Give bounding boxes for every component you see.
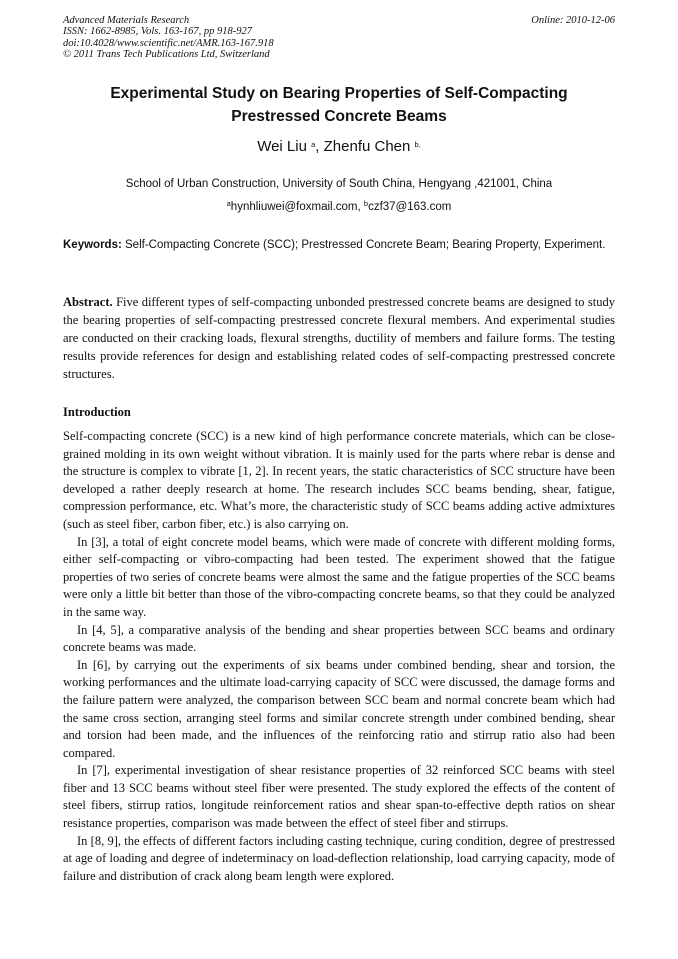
paragraph: Self-compacting concrete (SCC) is a new kind of high performance concrete materials, which can be close-grained molding in its own weight without vibration. It is mainly used for the parts where rebar is dense and the structure is complex to vibrate [1, 2]. In recent years, the static characteristics of SCC structure have been developed a rather deeply research at home. The research includes SCC beams bending, shear, fatigue, compression performance, etc. What’s more, the characteristic study of SCC beams adding active admixtures (such as steel fiber, carbon fiber, etc.) is also carrying on. [63, 429, 615, 531]
section-heading-introduction: Introduction [63, 405, 131, 419]
paragraph: In [4, 5], a comparative analysis of the bending and shear properties between SCC beams and ordinary concrete beams was made. [63, 622, 615, 655]
paragraph: In [6], by carrying out the experiments of six beams under combined bending, shear and torsion, the working performances and the ultimate load-carrying capacity of SCC were discussed, the damage forms and the failure pattern were analyzed, the comparison between SCC beam and normal concrete beam which had the same cross section, arranging steel forms and similar concrete strength under combined bending, shear and torsion had been made, and the influences of the reinforcing ratio and stirrup ratio also had been compared. [63, 657, 615, 760]
author-emails [63, 199, 615, 215]
author-list [63, 137, 615, 157]
author-1-affil: a [311, 139, 316, 149]
copyright-line: © 2011 Trans Tech Publications Ltd, Switzerland [63, 48, 270, 60]
author-separator: , [315, 138, 324, 155]
affiliation: School of Urban Construction, University of South China, Hengyang ,421001, China [125, 178, 553, 190]
email-a-marker: a [226, 198, 231, 208]
keywords-text: Self-Compacting Concrete (SCC); Prestressed Concrete Beam; Bearing Property, Experiment. [125, 239, 606, 251]
email-b: czf37@163.com [368, 201, 452, 213]
online-date: Online: 2010-12-06 [531, 15, 615, 26]
keywords [63, 236, 615, 255]
email-separator: , [357, 201, 364, 213]
paragraph: In [3], a total of eight concrete model beams, which were made of concrete with different molding forms, either self-compacting or vibro-compacting had been tested. The experiment showed that the fatigue properties of two series of concrete beams were almost the same and the fatigue properties of the SCC beams were only a little bit better than those of the vibro-compacting concrete beams, so that they could be analyzed in the same way. [63, 534, 615, 619]
journal-name: Advanced Materials Research [63, 15, 190, 26]
author-2-affil: b, [414, 139, 421, 149]
email-b-marker: b [363, 198, 369, 208]
abstract-text: Five different types of self-compacting unbonded prestressed concrete beams are designed to study the bearing properties of self-compacting prestressed concrete flexural members. And experimental studies are conducted on their cracking loads, flexural strengths, ductility of members and failure forms. The testing results provide references for design and establishing related codes of self-compacting prestressed concrete structures. [63, 295, 615, 381]
introduction-body [63, 428, 615, 885]
paper-title [63, 82, 615, 128]
journal-header [63, 15, 615, 60]
doi-line: doi:10.4028/www.scientific.net/AMR.163-167.918 [63, 37, 274, 49]
author-1: Wei Liu [257, 138, 307, 155]
paragraph: In [8, 9], the effects of different factors including casting technique, curing condition, degree of prestressed at age of loading and degree of indeterminacy on load-deflection relationship, load carrying capacity, mode of failure and distribution of crack along beam length were explored. [63, 833, 615, 883]
keywords-label: Keywords: [63, 239, 122, 251]
abstract-label: Abstract. [63, 295, 113, 309]
title-line-1: Experimental Study on Bearing Properties of Self-Compacting [110, 85, 568, 102]
issn-line: ISSN: 1662-8985, Vols. 163-167, pp 918-927 [63, 26, 252, 38]
email-a: hynhliuwei@foxmail.com [230, 201, 358, 213]
paragraph: In [7], experimental investigation of shear resistance properties of 32 reinforced SCC beams with steel fiber and 13 SCC beams without steel fiber were presented. The study explored the effects of the content of steel fibers, stirrup ratios, longitude reinforcement ratios and shear span-to-effective depth ratios on shear resistance properties, comparison was made between the effect of steel fiber and stirrups. [63, 763, 615, 831]
author-2: Zhenfu Chen [323, 138, 411, 155]
title-line-2: Prestressed Concrete Beams [231, 108, 447, 125]
abstract [63, 293, 615, 383]
